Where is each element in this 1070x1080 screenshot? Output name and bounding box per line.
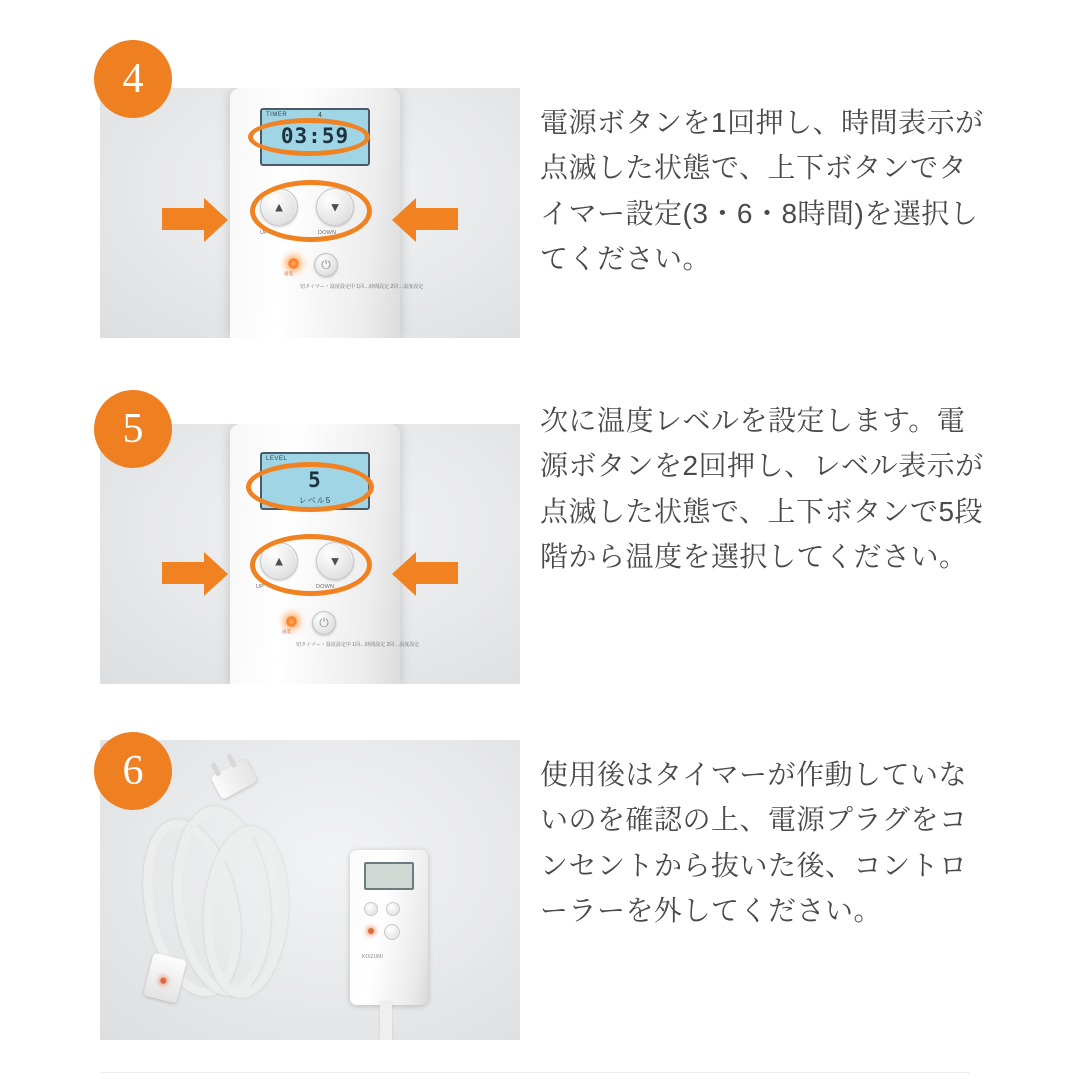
appliance-plug [210, 758, 258, 800]
triangle-up-icon: ▲ [272, 553, 286, 569]
up-button-label: UP [256, 584, 265, 590]
lcd-bottom-display: レベル5 [298, 496, 332, 505]
power-icon: ⏻ [321, 257, 331, 272]
controller-legend [300, 284, 423, 292]
down-button-label: DOWN [316, 584, 335, 590]
step-6-caption: 使用後はタイマーが作動していないのを確認の上、電源プラグをコンセントから抜いた後、コントローラーを外してください。 [540, 759, 968, 927]
triangle-down-icon: ▼ [328, 553, 342, 569]
lcd-level-display: 5 [308, 468, 322, 492]
lcd-label-right: 4 [318, 112, 322, 119]
power-button[interactable] [312, 611, 336, 635]
step-4-photo [100, 88, 520, 338]
power-indicator-led [288, 258, 299, 269]
controller-legend [296, 642, 419, 650]
lcd-screen [364, 862, 414, 890]
lcd-time-display: 03:59 [280, 124, 350, 148]
annotation-ellipse-buttons [250, 180, 372, 242]
annotation-ellipse-lcd [248, 118, 370, 156]
power-button[interactable] [384, 924, 400, 940]
step-number-badge-6: 6 [94, 732, 172, 810]
step-5-photo [100, 424, 520, 684]
annotation-ellipse-buttons [250, 534, 372, 596]
wall-plug [143, 953, 187, 1004]
legend-line: 切タイマー・温度設定中 1回…時間設定 2回…温度設定 [296, 642, 420, 648]
up-button-label: UP [260, 230, 269, 236]
up-button[interactable] [364, 902, 378, 916]
annotation-ellipse-lcd [246, 462, 374, 512]
page-divider [100, 1072, 970, 1073]
power-indicator-label: 通電 [284, 271, 293, 276]
plug-indicator [160, 977, 167, 984]
step-5-caption: 次に温度レベルを設定します。電源ボタンを2回押し、レベル表示が点滅した状態で、上下ボタンで5段階から温度を選択してください。 [540, 405, 984, 573]
power-indicator-label: 通電 [282, 629, 291, 634]
controller-output-cord [380, 1002, 392, 1040]
lcd-label-timer: TIMER [266, 112, 288, 118]
triangle-down-icon: ▼ [328, 199, 342, 215]
lcd-label-level: LEVEL [266, 456, 288, 462]
down-button-label: DOWN [318, 230, 337, 236]
power-indicator-led [368, 928, 374, 934]
down-button[interactable] [386, 902, 400, 916]
controller-body-step6 [350, 850, 428, 1005]
triangle-up-icon: ▲ [272, 199, 286, 215]
brand-label: KOIZUMI [362, 954, 383, 960]
step-number-badge-4: 4 [94, 40, 172, 118]
step-number-badge-5: 5 [94, 390, 172, 468]
legend-line: 切タイマー・温度設定中 1回…時間設定 2回…温度設定 [300, 284, 424, 290]
power-icon: ⏻ [319, 615, 329, 630]
step-4-caption: 電源ボタンを1回押し、時間表示が点滅した状態で、上下ボタンでタイマー設定(3・6・8時間)を選択してください。 [540, 107, 984, 275]
power-indicator-led [286, 616, 297, 627]
power-button[interactable] [314, 253, 338, 277]
